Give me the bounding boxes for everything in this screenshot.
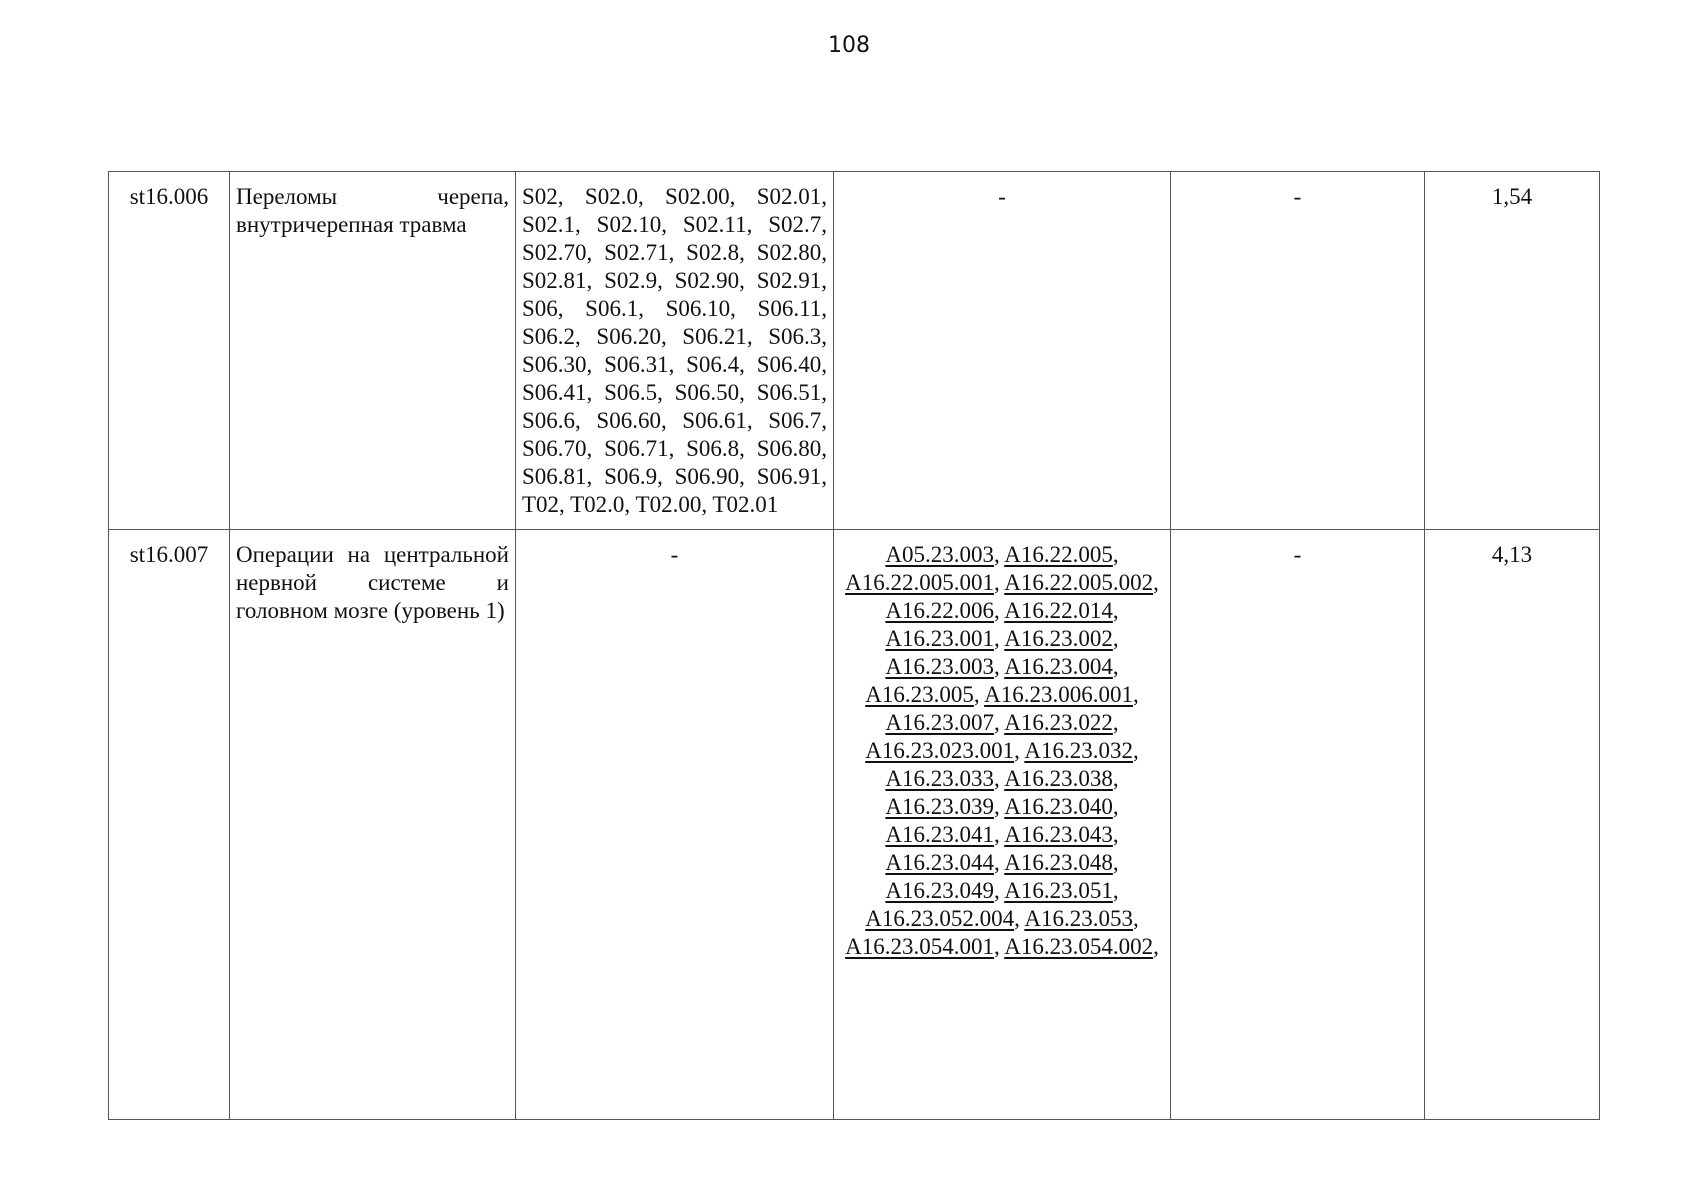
service-code-link[interactable]: A16.23.023.001 — [865, 738, 1015, 763]
service-code-link[interactable]: A16.23.039 — [885, 794, 994, 819]
service-code-link[interactable]: A16.23.040 — [1004, 794, 1113, 819]
service-code-link[interactable]: A16.23.054.001 — [845, 934, 994, 959]
service-code-link[interactable]: A16.22.005.002 — [1004, 570, 1154, 595]
other-criteria-cell: - — [1171, 172, 1425, 530]
service-code-link[interactable]: A16.23.005 — [865, 682, 974, 707]
coefficient-cell: 1,54 — [1425, 172, 1600, 530]
diagnosis-codes-cell: - — [516, 530, 834, 1120]
ksg-code-cell: st16.006 — [109, 172, 230, 530]
tariff-table — [108, 171, 1600, 1120]
service-code-link[interactable]: A16.23.022 — [1004, 710, 1113, 735]
ksg-name-cell: Операции на центральной нервной системе и головном мозге (уровень 1) — [230, 530, 516, 1120]
service-code-link[interactable]: A16.23.052.004 — [865, 906, 1015, 931]
service-code-link[interactable]: A16.22.005.001 — [845, 570, 994, 595]
service-code-link[interactable]: A16.23.038 — [1004, 766, 1113, 791]
service-code-link[interactable]: A16.22.014 — [1004, 598, 1113, 623]
service-code-link[interactable]: A16.23.054.002 — [1004, 934, 1154, 959]
service-code-link[interactable]: A16.23.001 — [885, 626, 994, 651]
service-code-link[interactable]: A16.23.004 — [1004, 654, 1113, 679]
service-code-link[interactable]: A16.23.049 — [885, 878, 994, 903]
coefficient-cell: 4,13 — [1425, 530, 1600, 1120]
page-number: 108 — [828, 33, 870, 58]
ksg-name-cell: Переломы черепа, внутричерепная травма — [230, 172, 516, 530]
service-code-link[interactable]: A16.23.043 — [1004, 822, 1113, 847]
service-code-link[interactable]: A16.23.041 — [885, 822, 994, 847]
service-code-link[interactable]: A16.23.007 — [885, 710, 994, 735]
service-code-link[interactable]: A16.23.048 — [1004, 850, 1113, 875]
service-codes-cell: - — [834, 172, 1171, 530]
service-codes-cell: A05.23.003, A16.22.005, A16.22.005.001, A16.22.005.002, A16.22.006, A16.22.014, A16.23.001, A16.23.002, A16.23.003, A16.23.004, A16.23.005, A16.23.006.001, A16.23.007, A16.23.022, A16.23.023.001, A16.23.032, A16.23.033, A16.23.038, A16.23.039, A16.23.040, A16.23.041, A16.23.043, A16.23.044, A16.23.048, A16.23.049, A16.23.051, A16.23.052.004, A16.23.053, A16.23.054.001, A16.23.054.002, — [834, 530, 1171, 1120]
service-code-link[interactable]: A16.23.002 — [1004, 626, 1113, 651]
service-code-link[interactable]: A16.23.033 — [885, 766, 994, 791]
diagnosis-codes-cell: S02, S02.0, S02.00, S02.01, S02.1, S02.10, S02.11, S02.7, S02.70, S02.71, S02.8, S02.80, S02.81, S02.9, S02.90, S02.91, S06, S06.1, S06.10, S06.11, S06.2, S06.20, S06.21, S06.3, S06.30, S06.31, S06.4, S06.40, S06.41, S06.5, S06.50, S06.51, S06.6, S06.60, S06.61, S06.7, S06.70, S06.71, S06.8, S06.80, S06.81, S06.9, S06.90, S06.91, T02, T02.0, T02.00, T02.01 — [516, 172, 834, 530]
ksg-code-cell: st16.007 — [109, 530, 230, 1120]
service-code-link[interactable]: A05.23.003 — [885, 542, 994, 567]
table-row — [109, 172, 1600, 530]
service-code-link[interactable]: A16.23.003 — [885, 654, 994, 679]
other-criteria-cell: - — [1171, 530, 1425, 1120]
service-code-link[interactable]: A16.23.053 — [1024, 906, 1133, 931]
service-code-link[interactable]: A16.23.032 — [1024, 738, 1133, 763]
service-code-link[interactable]: A16.23.044 — [885, 850, 994, 875]
service-code-link[interactable]: A16.22.005 — [1004, 542, 1113, 567]
service-code-link[interactable]: A16.22.006 — [885, 598, 994, 623]
table-row — [109, 530, 1600, 1120]
service-code-link[interactable]: A16.23.051 — [1004, 878, 1113, 903]
service-code-link[interactable]: A16.23.006.001 — [984, 682, 1133, 707]
